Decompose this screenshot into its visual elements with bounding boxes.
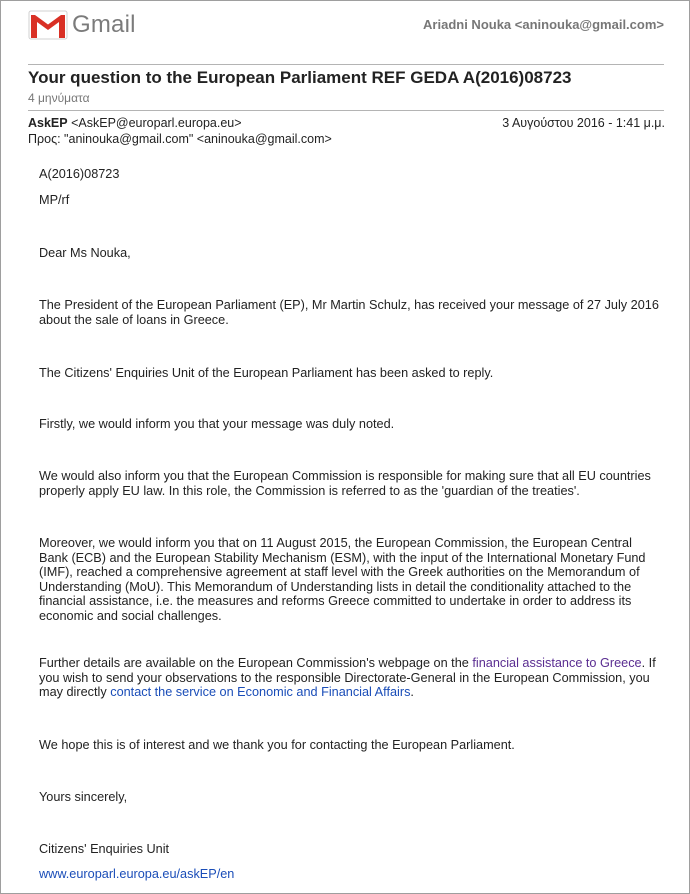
paragraph-2: The Citizens' Enquiries Unit of the European Parliament has been asked to reply.: [39, 366, 494, 380]
paragraph-4: We would also inform you that the European Commission is responsible for making sure that all EU countries properly apply EU law. In this role, the Commission is referred to as the 'guardian of the treaties'.: [39, 469, 651, 498]
closing: Yours sincerely,: [39, 790, 128, 804]
website-line: [39, 867, 664, 882]
sender: [28, 116, 242, 130]
reference-number: A(2016)08723: [39, 167, 120, 181]
paragraph-6-text-a: Further details are available on the European Commission's webpage on the: [39, 656, 473, 670]
initials: MP/rf: [39, 193, 70, 207]
financial-assistance-link[interactable]: financial assistance to Greece: [472, 656, 642, 670]
recipient: Προς: "aninouka@gmail.com" <aninouka@gmail.com>: [28, 132, 332, 146]
signature: Citizens' Enquiries Unit: [39, 842, 170, 856]
gmail-envelope-icon: [28, 10, 68, 40]
paragraph-5: Moreover, we would inform you that on 11 August 2015, the European Commission, the European Central Bank (ECB) and the European Stability Mechanism (ESM), with the input of the International Monetary Fund (IMF), reached a comprehensive agreement at staff level with the Greek authorities on the Memorandum of Understanding (MoU). This Memorandum of Understanding lists in detail the conditionality attached to the financial assistance, i.e. the measures and reforms Greece committed to undertake in order to address its economic and social challenges.: [39, 536, 646, 623]
gmail-logo-text: Gmail: [72, 11, 136, 38]
greeting: Dear Ms Nouka,: [39, 246, 131, 260]
sender-name: AskEP: [28, 116, 68, 130]
contact-service-link[interactable]: contact the service on Economic and Financial Affairs: [110, 685, 411, 699]
message-date: 3 Αυγούστου 2016 - 1:41 μ.μ.: [502, 116, 665, 130]
paragraph-7: We hope this is of interest and we thank you for contacting the European Parliament.: [39, 738, 515, 752]
message-count: 4 μηνύματα: [28, 91, 90, 105]
askep-website-link[interactable]: www.europarl.europa.eu/askEP/en: [39, 867, 235, 881]
paragraph-6-text-b: . If you wish to send your observations to the responsible Directorate-General in the European Commission, you may directly: [39, 656, 656, 699]
paragraph-6: [39, 656, 664, 700]
gmail-header: [28, 8, 664, 65]
paragraph-1: The President of the European Parliament (EP), Mr Martin Schulz, has received your message of 27 July 2016 about the sale of loans in Greece.: [39, 298, 659, 327]
message-divider: [28, 110, 664, 111]
thread-subject: Your question to the European Parliament REF GEDA A(2016)08723: [28, 68, 572, 87]
gmail-logo[interactable]: [28, 10, 136, 40]
account-name-email: Ariadni Nouka <aninouka@gmail.com>: [423, 17, 664, 32]
paragraph-6-text-c: .: [410, 685, 414, 699]
paragraph-3: Firstly, we would inform you that your message was duly noted.: [39, 417, 395, 431]
sender-email: <AskEP@europarl.europa.eu>: [71, 116, 242, 130]
